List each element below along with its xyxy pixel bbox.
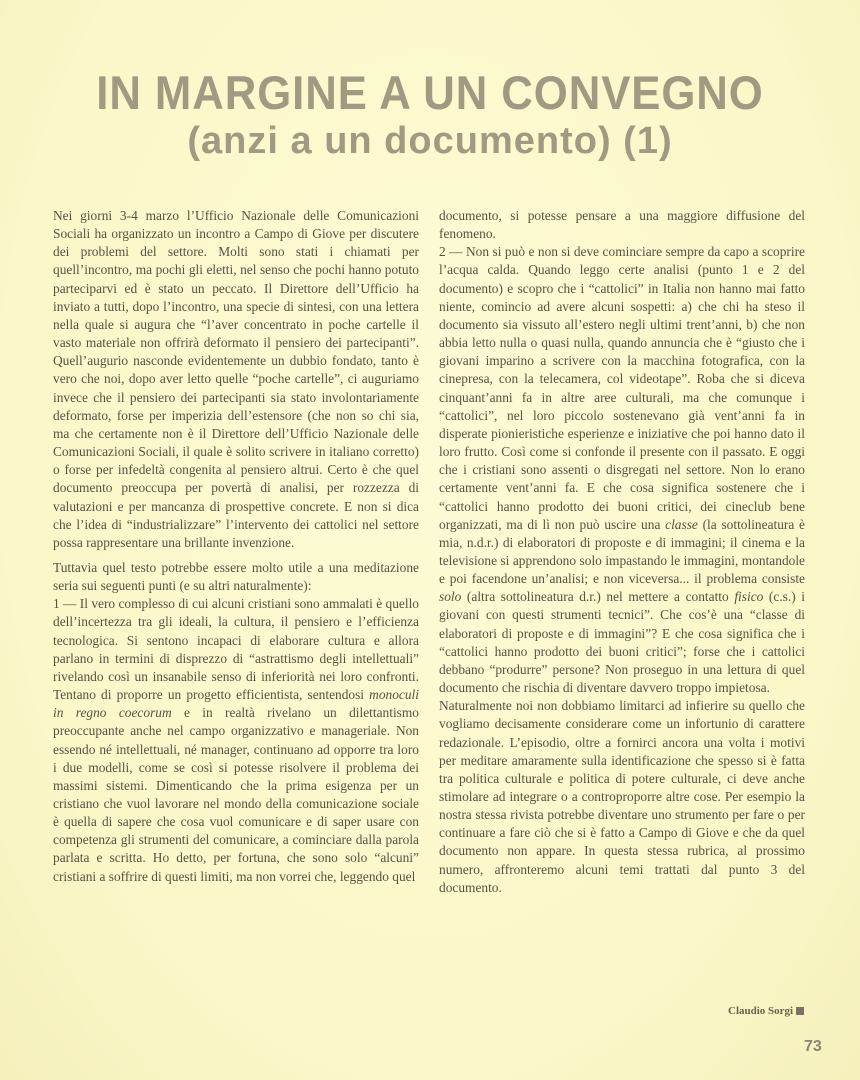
paragraph-continuation: documento, si potesse pensare a una maggiore diffusione del fenomeno. [439, 208, 805, 242]
point-2-text-a: 2 — Non si può e non si deve cominciare sempre da capo a scoprire l’acqua calda. Quando leggo certe analisi (punto 1 e 2 del documento) e scopro che i “cattolici” in Italia non hanno mai fatto niente, comincio ad avere alcuni sospetti: a) che chi ha steso il documento sia vissuto all’estero negli ultimi trent’anni, b) che non abbia letto nulla o quasi nulla, quando annuncia che è “giusto che i giovani imparino a scrivere con la macchina fotografica, con la cinepresa, con la telecamera, col videotape”. Roba che si diceva cinquant’anni fa in altre aree culturali, ma che comunque i “cattolici”, nel loro piccolo sostenevano già vent’anni fa in disperate pionieristiche esperienze e iniziative che poi hanno dato il loro frutto. Così come si confonde il presente con il passato. E oggi che i cristiani sono assenti o disgregati nel settore. Non lo erano certamente vent’anni fa. E che cosa significa sostenere che i “cattolici hanno prodotto dei buoni critici, dei cineclub bene organizzati, ma di lì non può uscire una [439, 244, 805, 532]
point-2-text-b: (la sottolineatura è mia, n.d.r.) di elaboratori di proposte e di immagini; il cinema e la televisione si apprendono solo impastando le immagini, montandole e poi facendone un’analisi; e non viceversa... il problema consiste [439, 516, 805, 587]
page-number: 73 [804, 1038, 822, 1055]
point-1-text-a: 1 — Il vero complesso di cui alcuni cristiani sono ammalati è quello dell’incertezza tra gli ideali, la cultura, il pensiero e l’efficienza tecnologica. Si sentono incapaci di elaborare cultura e allora parlano in termini di disprezzo di “astrattismo degli intellettuali” rivelando così un insanabile senso di inferiorità nei loro confronti. Tentano di proporre un progetto efficientista, sentendosi [53, 596, 419, 703]
point-2-text-c: (altra sottolineatura d.r.) nel mettere a contatto [461, 589, 735, 605]
paragraph-tuttavia: Tuttavia quel testo potrebbe essere molto utile a una meditazione seria sui seguenti punti (e su altri naturalmente): [53, 559, 419, 594]
article-subtitle: (anzi a un documento) (1) [187, 120, 673, 162]
emphasis-solo: solo [439, 589, 462, 605]
emphasis-classe: classe [665, 516, 698, 532]
point-2-text-d: (c.s.) i giovani con questi strumenti tecnici”. Che cos’è una “classe di elaboratori di proposte e di immagini”? E che cosa significa che i “cattolici hanno prodotto dei buoni critici”; forse che i cattolici debbano “produrre” persone? Non proseguo in una lettura di quel documento che rischia di diventare davvero troppo impietosa. [439, 589, 806, 696]
emphasis-fisico: fisico [734, 589, 764, 605]
left-column [53, 207, 419, 886]
paragraph-point-1 [53, 595, 419, 886]
right-column [439, 207, 805, 897]
end-mark-icon [796, 1007, 804, 1015]
author-name: Claudio Sorgi [728, 1005, 794, 1017]
paragraph-conclusion: Naturalmente noi non dobbiamo limitarci ad infierire su quello che vogliamo decisamente considerare come un infortunio di carattere redazionale. L’episodio, oltre a fornirci ancora una volta i motivi per meditare amaramente sulla identificazione che spesso si è fatta tra politica culturale e politica di potere culturale, ci deve anche stimolare ad integrare o a controproporre altre cose. Per esempio la nostra stessa rivista potrebbe diventare uno strumento per fare o per continuare a fare ciò che si è fatto a Campo di Giove e che da quel documento non appare. In questa stessa rubrica, al prossimo numero, affronteremo alcuni temi trattati dal punto 3 del documento. [439, 698, 805, 895]
paragraph-point-2 [439, 243, 805, 697]
latin-phrase: monoculi in regno coecorum [53, 687, 419, 721]
author-signature [728, 1005, 804, 1017]
paragraph-intro: Nei giorni 3-4 marzo l’Ufficio Nazionale delle Comunicazioni Sociali ha organizzato un incontro a Campo di Giove per discutere dei problemi del settore. Molti sono stati i chiamati per quell’incontro, ma pochi gli eletti, nel senso che pochi hanno potuto parteciparvi ed è stato un peccato. Il Direttore dell’Ufficio ha inviato a tutti, dopo l’incontro, una specie di sintesi, con una lettera nella quale si augura che “l’aver concentrato in poche cartelle il vasto materiale non offrirà deformato il pensiero dei partecipanti”. Quell’augurio nasconde evidentemente un dubbio fondato, tanto è vero che noi, dopo aver letto quelle “poche cartelle”, ci auguriamo invece che il pensiero dei partecipanti sia stato involontariamente deformato, forse per imperizia dell’estensore (che non so chi sia, ma che certamente non è il Direttore dell’Ufficio Nazionale delle Comunicazioni Sociali, il quale è solito scrivere in italiano corretto) o forse per infedeltà congenita al pensiero altrui. Certo è che quel documento preoccupa per povertà di analisi, per rozzezza di valutazioni e per mancanza di prospettive concrete. E non si dica che l’idea di “industrializzare” l’intervento dei cattolici nel settore possa rappresentare una brillante invenzione. [53, 208, 419, 550]
article-title: IN MARGINE A UN CONVEGNO [96, 66, 764, 119]
point-1-text-b: e in realtà rivelano un dilettantismo preoccupante anche nel campo organizzativo e manageriale. Non essendo né intellettuali, né manager, continuano ad opporre tra loro i due modelli, come se così si potesse risolvere il problema dei massimi sistemi. Dimenticando che la prima esigenza per un cristiano che vuol lavorare nel mondo della comunicazione sociale è quella di sapere che cosa vuol comunicare e di saper usare con competenza gli strumenti del comunicare, a cominciare dalla parola parlata e scritta. Ho detto, per fortuna, che sono solo “alcuni” cristiani a soffrire di questi limiti, ma non vorrei che, leggendo quel [53, 705, 419, 884]
